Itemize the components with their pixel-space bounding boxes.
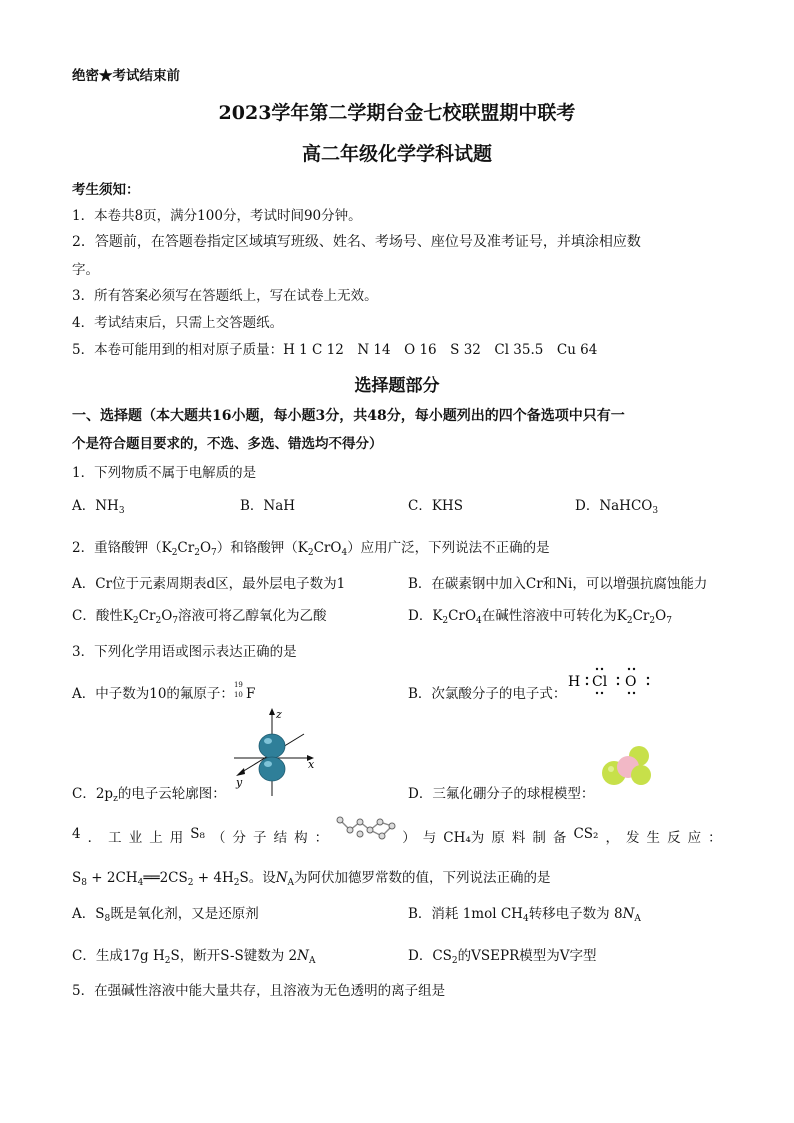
- hclo-electron-formula: [566, 664, 658, 698]
- notice-item: 2．答题前，在答题卷指定区域填写班级、姓名、考场号、座位号及准考证号，并填涂相应数: [72, 234, 641, 250]
- q2-option-c: C．酸性$K_2Cr_2O_7$溶液可将乙醇氧化为乙酸: [72, 608, 327, 626]
- q1-option-a: A．$NH_3$: [72, 498, 125, 516]
- q3-option-c: C．$2p_z$的电子云轮廓图：: [72, 786, 226, 804]
- question-5-stem: 5．在强碱性溶液中能大量共存，且溶液为无色透明的离子组是: [72, 983, 446, 999]
- y-axis-label: y: [236, 776, 243, 789]
- q1-option-d: D．NaHCO$_3$: [575, 498, 659, 516]
- exam-subtitle: 高二年级化学学科试题: [301, 143, 492, 165]
- question-1-stem: 1．下列物质不属于电解质的是: [72, 465, 257, 481]
- question-3-stem: 3．下列化学用语或图示表达正确的是: [72, 644, 297, 660]
- orbital-highlight: [264, 738, 272, 744]
- question-4-stem-line-2: $S_8$ + $2CH_4══2CS_2 + 4H_2S$。设$N_A$为阿伏加德罗常数的值，下列说法正确的是: [72, 870, 551, 888]
- 2pz-orbital-diagram: [232, 706, 322, 798]
- orbital-lower-lobe: [259, 757, 285, 781]
- question-2-stem: 2．重铬酸钾$(K_2Cr_2O_7)$和铬酸钾$(K_2CrO_4)$应用广泛，下列说法不正确的是: [72, 540, 550, 558]
- question-4-stem-line-1: 4 ． 工 业 上 用 S₈ （ 分 子 结 构 ： ） 与 CH₄为 原 料 制 备 CS₂ ， 发 生 反 应 ：: [72, 826, 722, 846]
- z-axis-arrow: [269, 708, 275, 715]
- q4-option-b: B．消耗 1mol $CH_4$转移电子数为 $8N_A$: [408, 906, 641, 924]
- s8-atoms: [337, 817, 395, 839]
- q2-option-d: D．$K_2CrO_4$在碱性溶液中可转化为$K_2Cr_2O_7$: [408, 608, 672, 626]
- section-instruction: 个是符合题目要求的，不选、多选、错选均不得分）: [72, 436, 383, 452]
- exam-title: 2023学年第二学期台金七校联盟期中联考: [218, 102, 576, 124]
- q1-option-c: C．KHS: [408, 498, 463, 514]
- q4-option-d: D．$CS_2$的VSEPR模型为V字型: [408, 948, 597, 966]
- y-axis-arrow: [236, 768, 245, 776]
- q4-option-a: A．$S_8$既是氧化剂，又是还原剂: [72, 906, 259, 924]
- x-axis-label: x: [308, 758, 315, 771]
- notice-item: 1．本卷共8页，满分100分，考试时间90分钟。: [72, 208, 362, 224]
- q4-option-c: C．生成17g $H_2S$，断开S-S键数为 $2N_A$: [72, 948, 316, 966]
- notice-item: 4．考试结束后，只需上交答题纸。: [72, 315, 284, 331]
- q3-option-b: B．次氯酸分子的电子式：: [408, 686, 567, 702]
- electron-formula-o: O: [625, 674, 637, 690]
- notice-item: 3．所有答案必须写在答题纸上，写在试卷上无效。: [72, 288, 378, 304]
- bf3-ball-model: [598, 744, 656, 788]
- q3-option-a: A．中子数为10的氟原子： 19 10 F: [72, 681, 256, 702]
- notice-item: 字。: [72, 262, 99, 278]
- orbital-highlight: [264, 761, 272, 767]
- section-title: 选择题部分: [354, 376, 440, 396]
- z-axis-label: z: [276, 708, 282, 721]
- atom-highlight: [608, 766, 614, 772]
- confidential-mark: 绝密★考试结束前: [72, 68, 180, 84]
- fluorine-atom: [631, 765, 651, 785]
- q2-option-b: B．在碳素钢中加入Cr和Ni，可以增强抗腐蚀能力: [408, 576, 708, 592]
- section-instruction: 一、选择题（本大题共16小题，每小题3分，共48分，每小题列出的四个备选项中只有一: [72, 408, 625, 424]
- s8-ring-structure: [336, 816, 398, 840]
- orbital-upper-lobe: [259, 734, 285, 758]
- q3-option-d: D．三氟化硼分子的球棍模型：: [408, 786, 595, 802]
- electron-formula-h: H: [568, 674, 581, 690]
- q2-option-a: A．Cr位于元素周期表d区，最外层电子数为1: [72, 576, 346, 592]
- notice-heading: 考生须知：: [72, 182, 140, 198]
- q1-option-b: B．NaH: [240, 498, 296, 514]
- notice-item: 5．本卷可能用到的相对原子质量：H 1 C 12 N 14 O 16 S 32 Cl 35.5 Cu 64: [72, 342, 598, 358]
- isotope-notation: 19 10: [233, 681, 243, 699]
- electron-formula-cl: Cl: [592, 674, 608, 690]
